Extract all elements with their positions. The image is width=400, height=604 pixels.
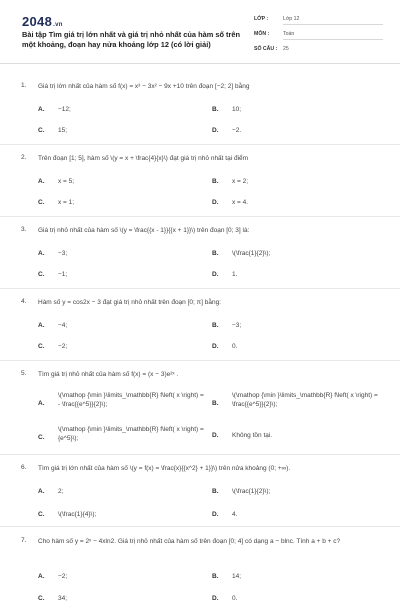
option-label: A. bbox=[38, 106, 45, 113]
option-label: B. bbox=[212, 488, 219, 495]
option-label: B. bbox=[212, 400, 219, 407]
option-value: \(\mathop {\min }\limits_\mathbb{R} f\left( x \right) = - \frac{{e^5}}{2}\); bbox=[58, 392, 204, 408]
option-label: A. bbox=[38, 322, 45, 329]
option-value: 14; bbox=[232, 573, 242, 580]
question-text: Trên đoạn [1; 5], hàm số \(y = x + \frac{4}{x}\) đạt giá trị nhỏ nhất tại điểm bbox=[38, 155, 249, 162]
question-text: Giá trị lớn nhất của hàm số f(x) = x³ − 3x² − 9x +10 trên đoạn [−2; 2] bằng bbox=[38, 83, 250, 90]
option-label: B. bbox=[212, 178, 219, 185]
option-label: B. bbox=[212, 106, 219, 113]
question-divider bbox=[0, 216, 400, 217]
option-label: D. bbox=[212, 127, 219, 134]
subject-label: MÔN : bbox=[254, 31, 270, 37]
question-text: Tìm giá trị lớn nhất của hàm số \(y = f(x) = \frac{x}{{x^2} + 1}}\) trên nửa khoảng (0; +∞). bbox=[38, 465, 291, 472]
option-value: \(\frac{1}{2}\); bbox=[232, 488, 271, 495]
option-label: B. bbox=[212, 250, 219, 257]
option-value: −4; bbox=[58, 322, 68, 329]
logo-tld: .vn bbox=[53, 22, 63, 28]
option-value: −2; bbox=[58, 343, 68, 350]
meta-divider bbox=[283, 39, 383, 40]
option-value: 0. bbox=[232, 595, 238, 602]
option-value: 1. bbox=[232, 271, 238, 278]
option-label: A. bbox=[38, 400, 45, 407]
question-divider bbox=[0, 526, 400, 527]
question-number: 5. bbox=[21, 370, 27, 377]
option-label: D. bbox=[212, 432, 219, 439]
option-label: D. bbox=[212, 511, 219, 518]
option-label: A. bbox=[38, 178, 45, 185]
question-text: Tìm giá trị nhỏ nhất của hàm số f(x) = (x − 3)e²ˣ . bbox=[38, 371, 179, 378]
count-label: SỐ CÂU : bbox=[254, 46, 278, 52]
page-header bbox=[0, 0, 400, 60]
option-value: \(\frac{1}{4}\); bbox=[58, 511, 97, 518]
option-label: C. bbox=[38, 343, 45, 350]
option-label: C. bbox=[38, 595, 45, 602]
option-value: −3; bbox=[58, 250, 68, 257]
count-value: 25 bbox=[283, 46, 289, 52]
option-value: x = 5; bbox=[58, 178, 75, 185]
question-divider bbox=[0, 454, 400, 455]
question-text: Giá trị nhỏ nhất của hàm số \(y = \frac{{x - 1}}{{x + 1}}\) trên đoạn [0; 3] là: bbox=[38, 227, 250, 234]
option-value: −2. bbox=[232, 127, 242, 134]
option-value: 34; bbox=[58, 595, 68, 602]
option-value: x = 4. bbox=[232, 199, 249, 206]
option-value: −3; bbox=[232, 322, 242, 329]
option-label: C. bbox=[38, 434, 45, 441]
option-label: C. bbox=[38, 511, 45, 518]
header-divider bbox=[0, 63, 400, 64]
option-label: B. bbox=[212, 322, 219, 329]
option-value: 4. bbox=[232, 511, 238, 518]
option-label: A. bbox=[38, 250, 45, 257]
option-value: 2; bbox=[58, 488, 64, 495]
option-value: 10; bbox=[232, 106, 242, 113]
option-label: B. bbox=[212, 573, 219, 580]
option-value: \(\mathop {\min }\limits_\mathbb{R} f\left( x \right) = \frac{{e^5}}{2}\); bbox=[232, 392, 378, 408]
question-number: 4. bbox=[21, 298, 27, 305]
option-value: 15; bbox=[58, 127, 68, 134]
question-number: 2. bbox=[21, 154, 27, 161]
option-label: D. bbox=[212, 199, 219, 206]
class-label: LỚP : bbox=[254, 16, 269, 22]
option-value: \(\frac{1}{2}\); bbox=[232, 250, 271, 257]
option-value: −2; bbox=[58, 573, 68, 580]
subject-value: Toán bbox=[283, 31, 295, 37]
option-value: −1; bbox=[58, 271, 68, 278]
question-text: Cho hàm số y = 2ˣ − 4xln2. Giá trị nhỏ nhất của hàm số trên đoạn [0; 4] có dạng a − blnc. Tính a + b + c? bbox=[38, 538, 341, 545]
option-value: x = 2; bbox=[232, 178, 249, 185]
logo-text: 2048 bbox=[22, 14, 53, 29]
option-value: Không tồn tại. bbox=[232, 432, 273, 439]
option-label: A. bbox=[38, 573, 45, 580]
question-number: 7. bbox=[21, 537, 27, 544]
question-number: 6. bbox=[21, 464, 27, 471]
option-label: A. bbox=[38, 488, 45, 495]
option-label: C. bbox=[38, 127, 45, 134]
option-label: D. bbox=[212, 343, 219, 350]
site-logo[interactable] bbox=[22, 14, 63, 29]
option-label: D. bbox=[212, 271, 219, 278]
option-value: \(\mathop {\min }\limits_\mathbb{R} f\left( x \right) = {e^5}\); bbox=[58, 426, 204, 442]
question-number: 3. bbox=[21, 226, 27, 233]
option-label: C. bbox=[38, 199, 45, 206]
question-divider bbox=[0, 144, 400, 145]
class-value: Lớp 12 bbox=[283, 16, 300, 22]
question-number: 1. bbox=[21, 82, 27, 89]
question-divider bbox=[0, 288, 400, 289]
question-divider bbox=[0, 360, 400, 361]
question-text: Hàm số y = cos2x − 3 đạt giá trị nhỏ nhất trên đoạn [0; π] bằng: bbox=[38, 299, 221, 306]
option-label: C. bbox=[38, 271, 45, 278]
meta-divider bbox=[283, 24, 383, 25]
option-value: −12; bbox=[58, 106, 71, 113]
page-title: Bài tập Tìm giá trị lớn nhất và giá trị nhỏ nhất của hàm số trên một khoảng, đoạn hay nửa khoảng lớp 12 (có lời giải) bbox=[22, 30, 240, 49]
option-label: D. bbox=[212, 595, 219, 602]
option-value: x = 1; bbox=[58, 199, 75, 206]
option-value: 0. bbox=[232, 343, 238, 350]
